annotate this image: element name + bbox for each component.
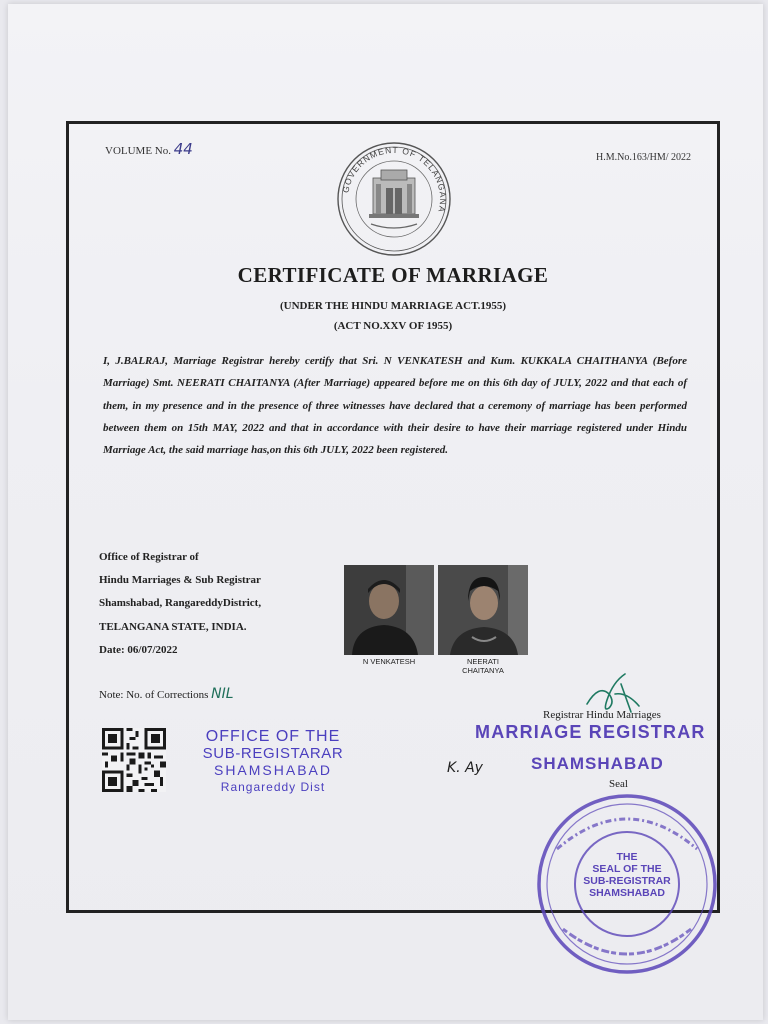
registrar-initials-signature: K. Ay [447, 760, 483, 776]
hm-number: H.M.No.163/HM/ 2022 [595, 152, 691, 163]
qr-code-icon [101, 728, 167, 792]
bride-caption [438, 657, 528, 675]
volume-number [105, 140, 193, 158]
registrar-office-block [99, 546, 329, 662]
groom-caption: N VENKATESH [362, 657, 416, 666]
act-subtitle: (UNDER THE HINDU MARRIAGE ACT.1955) [279, 300, 507, 312]
seal-label: Seal [609, 778, 628, 790]
sub-registrar-round-seal [527, 789, 727, 979]
certificate-title: CERTIFICATE OF MARRIAGE [237, 263, 549, 287]
office-stamp-line-4: Rangareddy Dist [220, 780, 326, 794]
office-stamp-line-2: SUB-REGISTARAR [202, 745, 344, 762]
certificate-paper [8, 4, 763, 1020]
round-seal-line-4: SHAMSHABAD [589, 887, 665, 899]
bride-photo [438, 565, 528, 655]
office-stamp-line-3: SHAMSHABAD [213, 762, 333, 778]
registrar-label: Registrar Hindu Marriages [543, 709, 661, 721]
office-stamp-line-1: OFFICE OF THE [205, 728, 341, 745]
round-seal-line-3: SUB-REGISTRAR [583, 875, 671, 887]
certificate-frame [66, 121, 720, 913]
office-line-4: TELANGANA STATE, INDIA. [99, 620, 247, 633]
groom-portrait-icon [344, 565, 434, 655]
office-line-2: Hindu Marriages & Sub Registrar [99, 574, 261, 587]
registrar-place-stamp: SHAMSHABAD [531, 754, 664, 773]
round-seal-text [575, 851, 679, 899]
corrections-handwritten: NIL [211, 686, 234, 702]
corrections-label: Note: No. of Corrections [99, 689, 209, 701]
office-line-3: Shamshabad, RangareddyDistrict, [99, 597, 262, 610]
emblem-ring-text: GOVERNMENT OF TELANGANA [340, 144, 449, 214]
bride-caption-line-1: NEERATI [467, 657, 499, 666]
volume-handwritten: 44 [173, 140, 193, 158]
volume-label: VOLUME No. [105, 145, 171, 157]
round-seal-line-1: THE [616, 851, 638, 863]
round-seal-line-2: SEAL OF THE [592, 863, 662, 875]
bride-caption-line-2: CHAITANYA [462, 666, 504, 675]
bride-portrait-icon [438, 565, 528, 655]
marriage-registrar-stamp: MARRIAGE REGISTRAR [475, 722, 706, 742]
office-line-1: Office of Registrar of [99, 551, 199, 563]
corrections-note [99, 686, 234, 702]
telangana-emblem-icon [331, 140, 457, 258]
act-number-subtitle: (ACT NO.XXV OF 1955) [333, 320, 453, 332]
office-date: Date: 06/07/2022 [99, 643, 178, 656]
certification-text: I, J.BALRAJ, Marriage Registrar hereby certify that Sri. N VENKATESH and Kum. KUKKALA CHAITHANYA (Before Marriage) Smt. NEERATI CHAITANYA (After Marriage) appeared before me on this 6th day of JULY, 2022 and that each of them, in my presence and in the presence of three witnesses have declared that a ceremony of marriage has been performed between them on 15th MAY, 2022 and that in accordance with their desire to have their marriage registered under Hindu Marriage Act, the said marriage has,on this 6th JULY, 2022 been registered. [103, 355, 687, 457]
office-stamp [183, 728, 363, 796]
groom-photo [344, 565, 434, 655]
